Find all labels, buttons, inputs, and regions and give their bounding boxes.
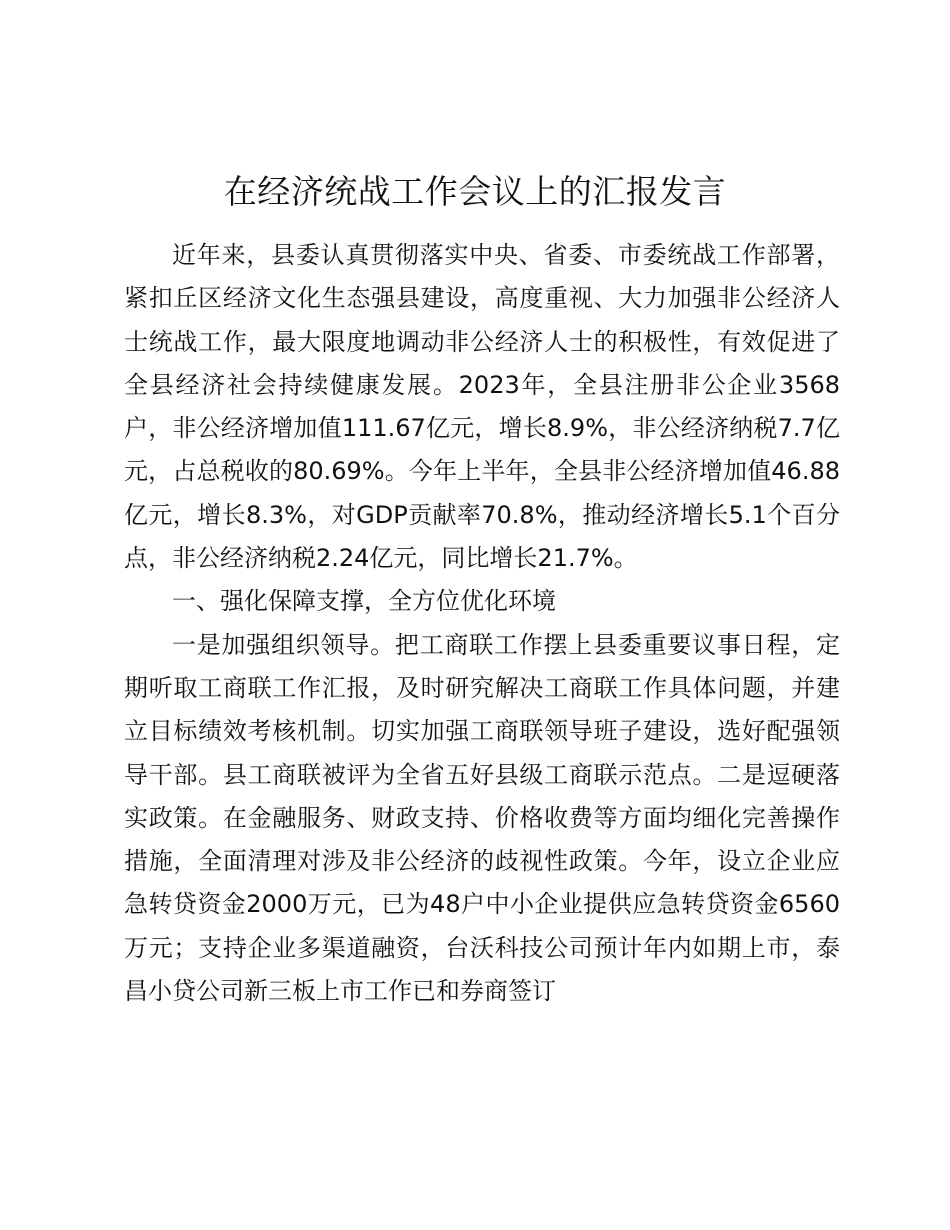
intro-paragraph: 近年来，县委认真贯彻落实中央、省委、市委统战工作部署，紧扣丘区经济文化生态强县建设，高度重视、大力加强非公经济人士统战工作，最大限度地调动非公经济人士的积极性，有效促进了全县经济社会持续健康发展。2023年，全县注册非公企业3568户，非公经济增加值111.67亿元，增长8.9%，非公经济纳税7.7亿元，占总税收的80.69%。今年上半年，全县非公经济增加值46.88亿元，增长8.3%，对GDP贡献率70.8%，推动经济增长5.1个百分点，非公经济纳税2.24亿元，同比增长21.7%。: [124, 241, 840, 573]
document-body: [124, 234, 840, 1013]
section-heading: 一、强化保障支撑，全方位优化环境: [172, 587, 556, 616]
document-title: 在经济统战工作会议上的汇报发言: [223, 172, 727, 211]
section-paragraph: 一是加强组织领导。把工商联工作摆上县委重要议事日程，定期听取工商联工作汇报，及时研究解决工商联工作具体问题，并建立目标绩效考核机制。切实加强工商联领导班子建设，选好配强领导干部。县工商联被评为全省五好县级工商联示范点。二是逗硬落实政策。在金融服务、财政支持、价格收费等方面均细化完善操作措施，全面清理对涉及非公经济的歧视性政策。今年，设立企业应急转贷资金2000万元，已为48户中小企业提供应急转贷资金6560万元；支持企业多渠道融资，台沃科技公司预计年内如期上市，泰昌小贷公司新三板上市工作已和券商签订: [124, 630, 840, 1006]
